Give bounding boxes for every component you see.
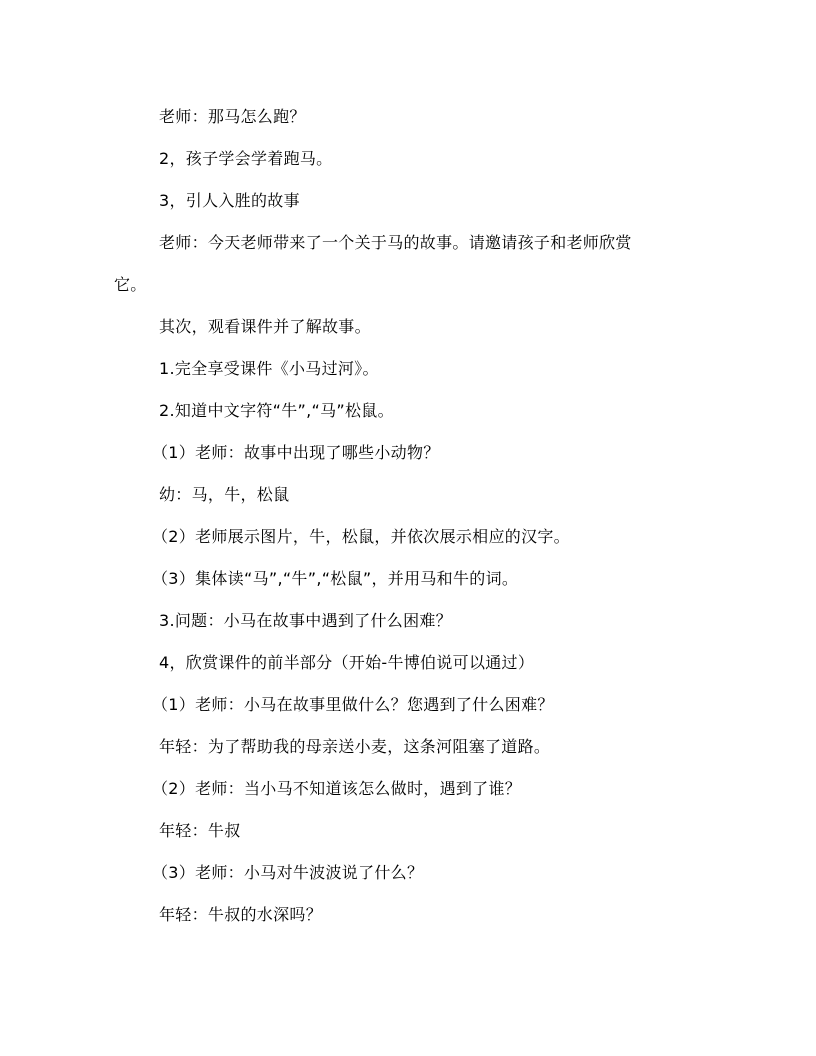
paragraph-young-answer-3: 年轻：牛叔的水深吗？ — [159, 905, 323, 924]
paragraph-teacher-story-intro: 老师：今天老师带来了一个关于马的故事。请邀请孩子和老师欣赏 — [159, 233, 632, 252]
paragraph-young-answer-1: 年轻：为了帮助我的母亲送小麦，这条河阻塞了道路。 — [159, 737, 551, 756]
paragraph-item-1: 1.完全享受课件《小马过河》。 — [159, 359, 379, 378]
paragraph-step-2: 2，孩子学会学着跑马。 — [159, 149, 333, 168]
paragraph-sub-4-2: （2）老师：当小马不知道该怎么做时，遇到了谁？ — [152, 779, 522, 798]
paragraph-child-answer-1: 幼：马，牛，松鼠 — [159, 485, 290, 504]
paragraph-teacher-question: 老师：那马怎么跑？ — [159, 107, 306, 126]
paragraph-item-3: 3.问题：小马在故事中遇到了什么困难？ — [159, 611, 452, 630]
paragraph-second-section: 其次，观看课件并了解故事。 — [159, 317, 371, 336]
paragraph-young-answer-2: 年轻：牛叔 — [159, 821, 241, 840]
paragraph-sub-4-1: （1）老师：小马在故事里做什么？您遇到了什么困难？ — [152, 695, 554, 714]
paragraph-sub-3: （3）集体读“马”,“牛”,“松鼠”，并用马和牛的词。 — [152, 569, 519, 588]
paragraph-item-2: 2.知道中文字符“牛”,“马”松鼠。 — [159, 401, 394, 420]
paragraph-sub-1: （1）老师：故事中出现了哪些小动物？ — [152, 443, 440, 462]
paragraph-teacher-story-intro-cont: 它。 — [114, 275, 147, 294]
paragraph-step-3: 3，引人入胜的故事 — [159, 191, 300, 210]
paragraph-sub-4-3: （3）老师：小马对牛波波说了什么？ — [152, 863, 424, 882]
paragraph-item-4: 4，欣赏课件的前半部分（开始-牛博伯说可以通过） — [159, 653, 535, 672]
paragraph-sub-2: （2）老师展示图片，牛，松鼠，并依次展示相应的汉字。 — [152, 527, 570, 546]
